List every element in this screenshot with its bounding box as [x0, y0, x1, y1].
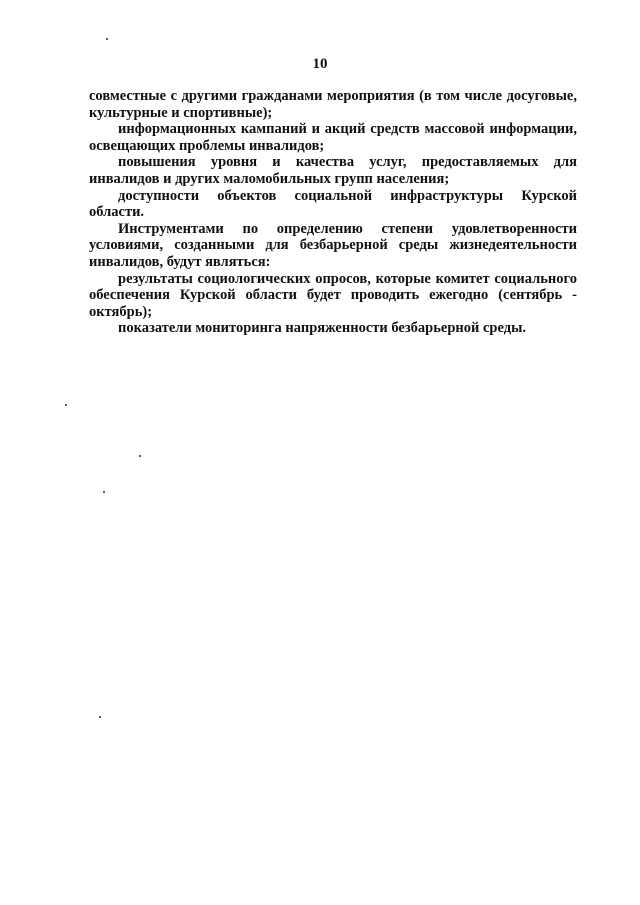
scan-speck: [106, 38, 108, 40]
paragraph-5: Инструментами по определению степени удовлетворенности условиями, созданными для безбарьерной среды жизнедеятельности инвалидов, будут являться:: [89, 220, 577, 270]
paragraph-1: совместные с другими гражданами мероприятия (в том числе досуговые, культурные и спортивные);: [89, 88, 577, 121]
scan-speck: [139, 455, 141, 457]
scan-speck: [103, 491, 105, 493]
scan-speck: [65, 404, 67, 406]
body-text: [89, 88, 577, 337]
paragraph-4: доступности объектов социальной инфраструктуры Курской области.: [89, 187, 577, 221]
paragraph-2: информационных кампаний и акций средств массовой информации, освещающих проблемы инвалидов;: [89, 121, 577, 154]
paragraph-3: повышения уровня и качества услуг, предоставляемых для инвалидов и других маломобильных групп населения;: [89, 154, 577, 187]
paragraph-6: результаты социологических опросов, которые комитет социального обеспечения Курской области будет проводить ежегодно (сентябрь - октябрь);: [89, 270, 577, 320]
scan-speck: [99, 716, 101, 718]
page-number: 10: [312, 56, 328, 72]
paragraph-7: показатели мониторинга напряженности безбарьерной среды.: [118, 320, 527, 337]
